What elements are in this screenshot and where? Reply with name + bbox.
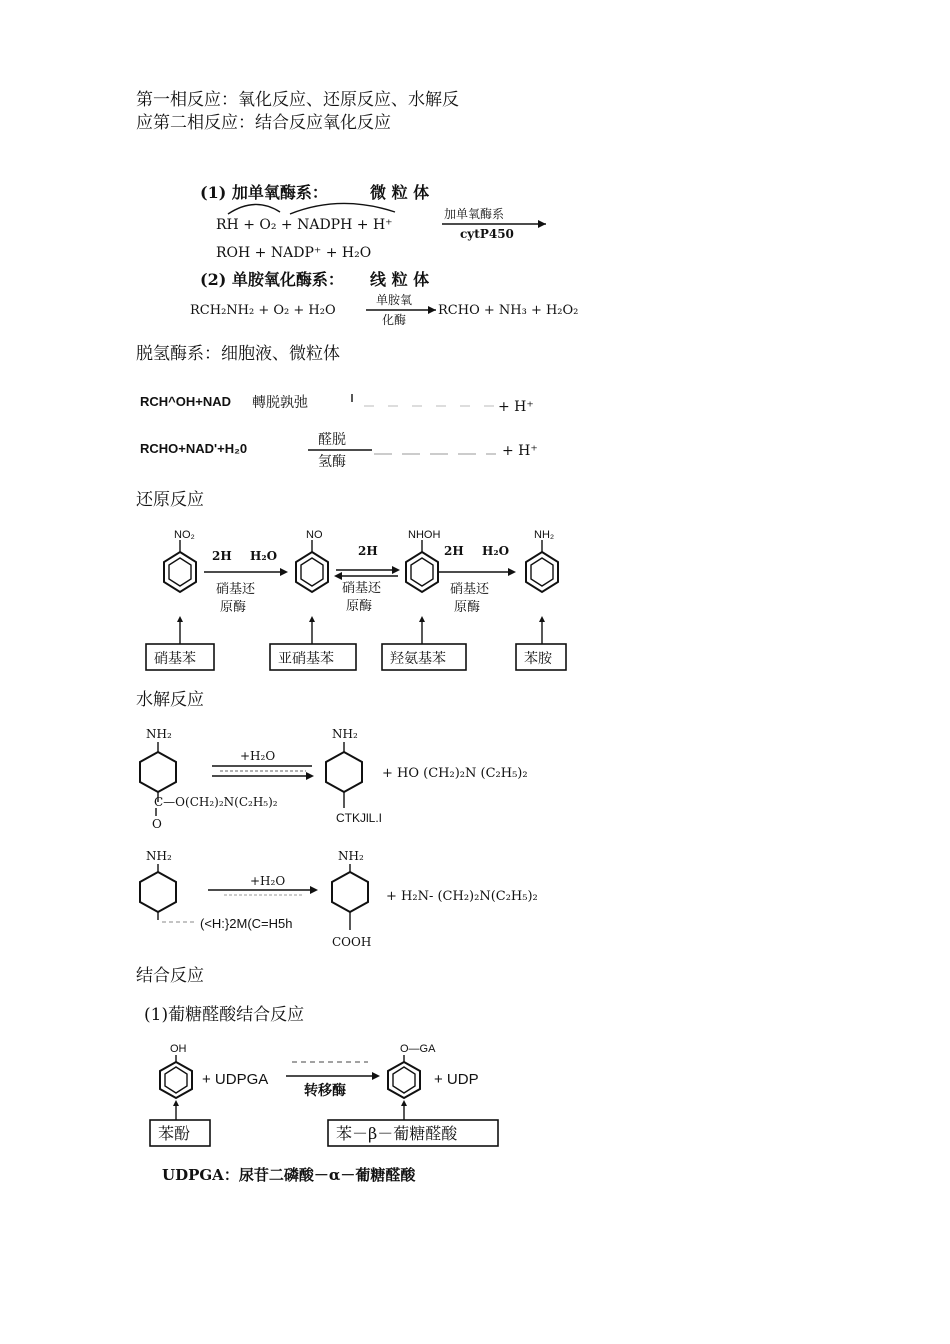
dehyd-eq1-enzyme: 轉脱孰弛 (252, 394, 308, 410)
udp-product: + UDP (434, 1071, 479, 1088)
step3-h2o: H₂O (482, 544, 510, 558)
step1-enzyme-1: 硝基还 (216, 582, 256, 597)
glucuronide-inner-ring (393, 1067, 415, 1093)
intro-line-1: 第一相反应：氧化反应、还原反应、水解反 (136, 90, 459, 110)
step2-enzyme-2: 原酶 (346, 599, 373, 614)
phenol-pointer-head (173, 1100, 179, 1106)
glucuronidation-heading: (1)葡糖醛酸结合反应 (144, 1005, 305, 1025)
hydrolysis-heading: 水解反应 (136, 690, 204, 710)
mono-eq2-enzyme-bottom: 化酶 (382, 313, 407, 326)
mono-eq1-enzyme-top: 加单氧酶系 (444, 207, 505, 221)
udpga-definition: UDPGA：尿苷二磷酸－α－葡糖醛酸 (162, 1166, 416, 1184)
h1-substrate-nh2: NH₂ (146, 727, 172, 741)
h1-product-ring (326, 752, 362, 792)
step1-enzyme-2: 原酶 (220, 600, 247, 615)
nitrobenzene-pointer-head (177, 616, 183, 622)
nitrobenzene-ring (164, 540, 196, 592)
h2-substrate-ring (140, 872, 176, 912)
hydrolysis-figure-1 (136, 724, 576, 834)
hydroxylaminobenzene-ring (406, 540, 438, 592)
mono-eq1-rhs: ROH + NADP⁺ + H₂O (216, 245, 372, 261)
dehydrogenase-figure (136, 384, 556, 474)
label-aniline: 苯胺 (524, 651, 552, 667)
label-glucuronide: 苯－β－葡糖醛酸 (336, 1124, 458, 1143)
electron-transfer-arc-2 (290, 203, 395, 214)
mono-location-2: 线 粒 体 (370, 270, 430, 289)
reduction-figure (136, 522, 586, 674)
dehydrogenase-heading: 脱氢酶系：细胞液、微粒体 (136, 344, 340, 364)
h1-substrate-ester: C—O(CH₂)₂N(C₂H₅)₂ (154, 795, 278, 809)
step2-enzyme-1: 硝基还 (342, 581, 382, 596)
h2-coproduct: + H₂N- (CH₂)₂N(C₂H₅)₂ (386, 889, 538, 904)
nitrosobenzene-pointer-head (309, 616, 315, 622)
dehyd-eq2-enzyme-bottom: 氢酶 (318, 454, 346, 470)
hydroxylamino-pointer-head (419, 616, 425, 622)
mono-title-2: (2) 单胺氧化酶系： (200, 270, 344, 289)
h1-arrowhead (306, 772, 314, 780)
h1-carbonyl-o: O (152, 817, 162, 831)
product-pointer-head (401, 1100, 407, 1106)
h1-product-nh2: NH₂ (332, 727, 358, 741)
dehyd-eq2-enzyme-top: 醛脱 (318, 432, 346, 448)
step2-arrowhead-back (334, 572, 342, 580)
product-oga: O—GA (400, 1043, 436, 1055)
step3-2h: 2H (444, 544, 464, 558)
h1-product-bottom: CTKJlL.I (336, 811, 383, 825)
step1-arrowhead (280, 568, 288, 576)
conjugation-heading: 结合反应 (136, 966, 204, 986)
step1-h2o: H₂O (250, 549, 278, 563)
conjugation-arrowhead (372, 1072, 380, 1080)
step3-enzyme-1: 硝基还 (450, 582, 490, 597)
dehyd-eq1-lhs: RCH^OH+NAD (140, 394, 232, 409)
phenol-oh: OH (170, 1043, 187, 1055)
mono-eq2-rhs: RCHO + NH₃ + H₂O₂ (438, 303, 579, 318)
hydroxylamino-group: NHOH (408, 529, 441, 541)
step2-arrowhead (392, 566, 400, 574)
reduction-heading: 还原反应 (136, 490, 204, 510)
label-hydroxylaminobenzene: 羟氨基苯 (390, 651, 446, 667)
mono-title-1: (1) 加单氧酶系： (200, 183, 328, 202)
nitro-group: NO₂ (174, 529, 195, 541)
udpga-reagent: + UDPGA (202, 1071, 269, 1088)
monooxygenase-figure (180, 176, 620, 326)
mono-eq1-arrowhead (538, 220, 546, 228)
h2-product-nh2: NH₂ (338, 849, 364, 863)
transferase-label: 转移酶 (304, 1083, 346, 1099)
step3-arrowhead (508, 568, 516, 576)
conjugation-figure (146, 1040, 506, 1190)
h2-substrate-chain: (<H:}2M(C=H5h (200, 916, 293, 931)
aniline-pointer-head (539, 616, 545, 622)
h1-substrate-ring (140, 752, 176, 792)
phenol-inner-ring (165, 1067, 187, 1093)
hydrolysis-figure-2 (136, 846, 576, 954)
label-nitrosobenzene: 亚硝基苯 (278, 651, 334, 667)
h1-reagent: +H₂O (240, 749, 276, 763)
h1-coproduct: + HO (CH₂)₂N (C₂H₅)₂ (382, 766, 528, 781)
dehyd-eq1-h: + H⁺ (498, 399, 534, 415)
dehyd-eq2-h: + H⁺ (502, 443, 538, 459)
h2-reagent: +H₂O (250, 874, 286, 888)
dehyd-eq2-lhs: RCHO+NAD'+H₂0 (140, 441, 248, 456)
intro-line-2: 应第二相反应：结合反应氧化反应 (136, 113, 391, 133)
mono-location-1: 微 粒 体 (370, 183, 430, 202)
nitroso-group: NO (306, 529, 323, 541)
mono-eq2-lhs: RCH₂NH₂ + O₂ + H₂O (190, 303, 336, 318)
amino-group: NH₂ (534, 529, 555, 541)
step2-2h: 2H (358, 544, 378, 558)
mono-eq2-arrowhead (428, 306, 436, 314)
label-nitrobenzene: 硝基苯 (154, 651, 196, 667)
step3-enzyme-2: 原酶 (454, 600, 481, 615)
mono-eq1-lhs: RH + O₂ + NADPH + H⁺ (216, 217, 393, 233)
nitrosobenzene-ring (296, 540, 328, 592)
electron-transfer-arc-1 (228, 204, 280, 214)
mono-eq2-enzyme-top: 单胺氧 (376, 293, 413, 307)
h2-product-cooh: COOH (332, 935, 372, 949)
mono-eq1-enzyme-bottom: cytP450 (460, 227, 514, 241)
step1-2h: 2H (212, 549, 232, 563)
h2-arrowhead (310, 886, 318, 894)
h2-substrate-nh2: NH₂ (146, 849, 172, 863)
aniline-ring (526, 540, 558, 592)
h2-product-ring (332, 872, 368, 912)
label-phenol: 苯酚 (158, 1124, 191, 1143)
